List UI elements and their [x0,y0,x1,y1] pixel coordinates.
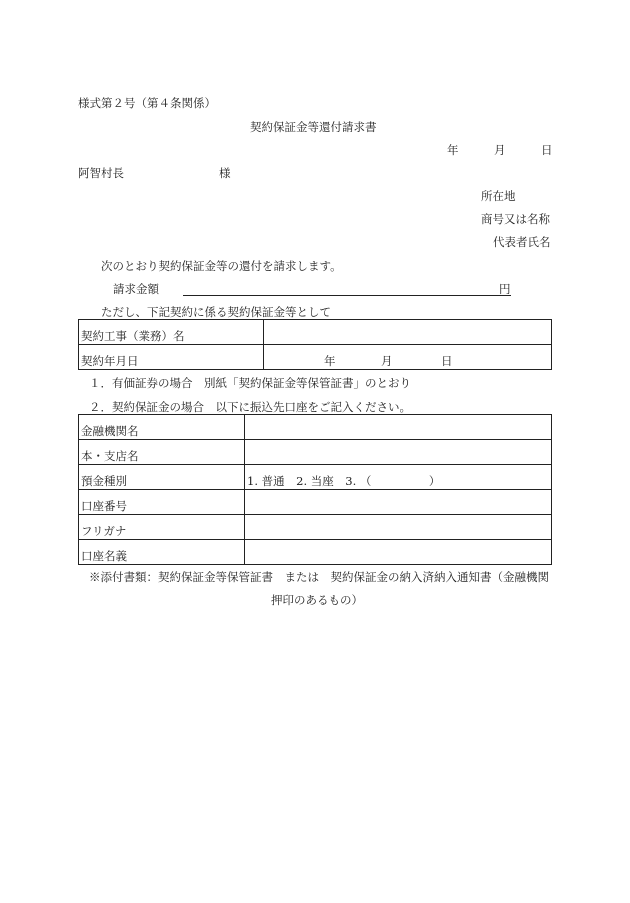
contract-date-day: 日 [441,354,453,368]
attachment-note-line1: ※添付書類：契約保証金等保管証書 または 契約保証金の納入済納入通知書（金融機関 [89,570,549,584]
table-row [79,345,552,370]
addressee-name: 阿智村長 [78,166,124,180]
contract-name-label: 契約工事（業務）名 [79,320,264,345]
table-row [79,415,552,440]
date-month-label: 月 [494,143,506,157]
deposit-type-field[interactable]: 1. 普通 2. 当座 3. （ ） [245,465,552,490]
amount-label: 請求金額 [113,282,159,296]
applicant-address-label: 所在地 [481,189,516,203]
bank-account-table [78,414,552,565]
furigana-field[interactable] [245,515,552,540]
document-title: 契約保証金等還付請求書 [250,120,377,134]
amount-underline [183,295,511,296]
deposit-type-label: 預金種別 [79,465,245,490]
table-row [79,515,552,540]
account-holder-field[interactable] [245,540,552,565]
account-number-field[interactable] [245,490,552,515]
table-row [79,320,552,345]
account-number-label: 口座番号 [79,490,245,515]
contract-name-field[interactable] [264,320,552,345]
branch-name-label: 本・支店名 [79,440,245,465]
amount-unit: 円 [499,282,511,296]
furigana-label: フリガナ [79,515,245,540]
attachment-note-line2: 押印のあるもの） [271,593,363,607]
table-row [79,490,552,515]
contract-table [78,319,552,370]
proviso-text: ただし、下記契約に係る契約保証金等として [101,305,331,319]
branch-name-field[interactable] [245,440,552,465]
case-securities: １．有価証券の場合 別紙「契約保証金等保管証書」のとおり [89,376,411,390]
table-row [79,540,552,565]
addressee-honorific: 様 [219,166,231,180]
date-day-label: 日 [541,143,553,157]
table-row [79,465,552,490]
case-cash-deposit: ２．契約保証金の場合 以下に振込先口座をご記入ください。 [89,400,411,414]
bank-name-label: 金融機関名 [79,415,245,440]
contract-date-label: 契約年月日 [79,345,264,370]
table-row [79,440,552,465]
account-holder-label: 口座名義 [79,540,245,565]
applicant-company-label: 商号又は名称 [481,212,550,226]
bank-name-field[interactable] [245,415,552,440]
contract-date-month: 月 [381,354,393,368]
request-statement: 次のとおり契約保証金等の還付を請求します。 [101,259,342,273]
form-number: 様式第２号（第４条関係） [78,96,216,110]
date-year-label: 年 [447,143,459,157]
contract-date-year: 年 [324,354,336,368]
contract-date-field[interactable] [264,345,552,370]
applicant-representative-label: 代表者氏名 [493,235,551,249]
